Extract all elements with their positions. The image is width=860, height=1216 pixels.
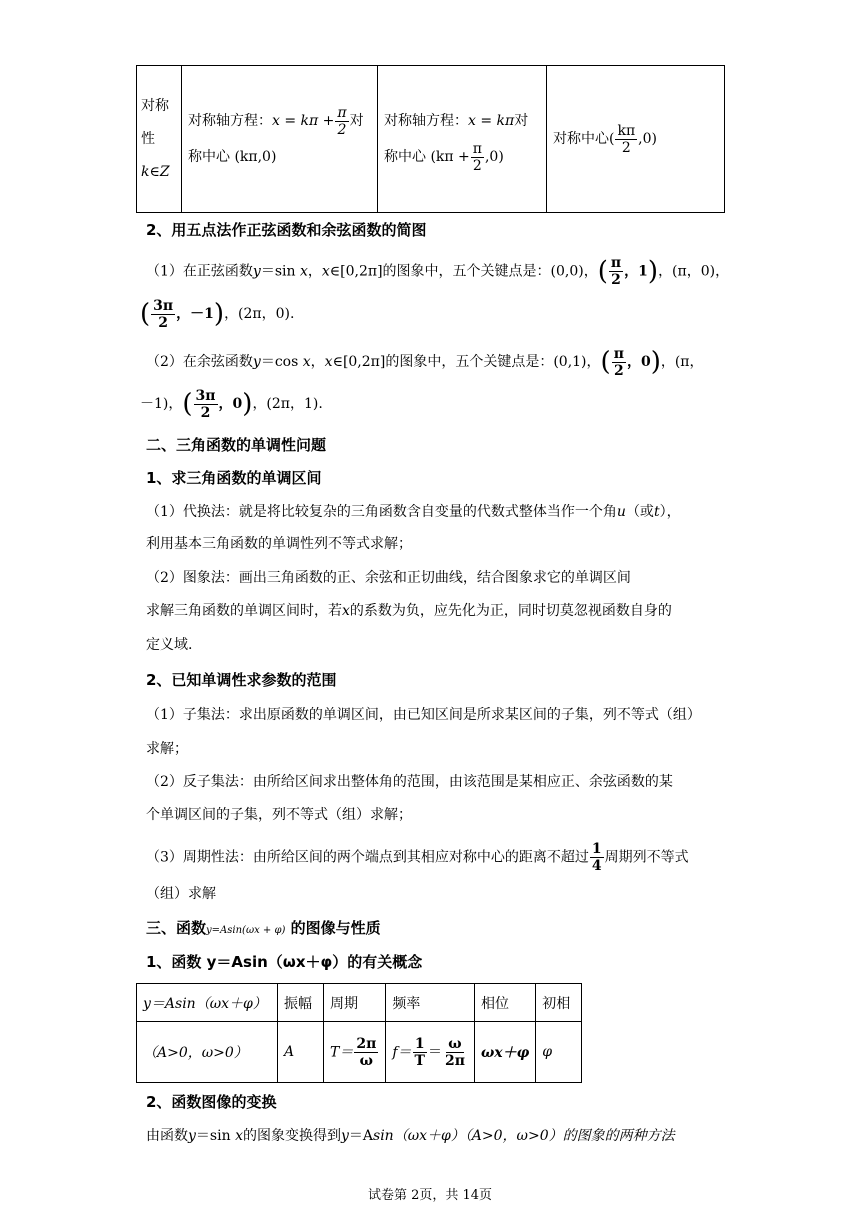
text: 的系数为负，应先化为正，同时切莫忽视函数自身的: [349, 603, 672, 619]
paragraph-line: [146, 1126, 675, 1146]
text: ＝: [427, 1044, 442, 1061]
center-post: ,0): [484, 149, 504, 165]
var: y: [340, 1128, 349, 1144]
header-cell: 周期: [324, 984, 386, 1022]
text: ，(2π，0).: [224, 306, 295, 322]
var: x: [302, 354, 311, 370]
text: ，(2π，1).: [252, 396, 323, 412]
text: T＝: [330, 1044, 354, 1061]
text: 的图像与性质: [290, 919, 381, 937]
header-cell: 初相: [536, 984, 582, 1022]
frac-den: ω: [359, 1052, 374, 1069]
center-label: 称中心: [188, 149, 230, 165]
text: （或: [625, 504, 654, 520]
text: 三、函数: [146, 919, 207, 937]
freq-frac-2: [443, 1037, 467, 1068]
header-cell: y＝Asin（ωx＋φ）: [137, 984, 278, 1022]
text: 求解三角函数的单调区间时，若: [146, 603, 342, 619]
var: y: [252, 263, 261, 280]
paragraph-line: 个单调区间的子集，列不等式（组）求解；: [146, 807, 412, 823]
paragraph-line: （1）子集法：求出原函数的单调区间，由已知区间是所求某区间的子集，列不等式（组）: [146, 707, 701, 723]
period-cell: [324, 1022, 386, 1083]
page-footer: 试卷第 2页，共 14页: [367, 1188, 493, 1203]
frac-den: 2: [613, 362, 624, 379]
section-heading: 2、函数图像的变换: [146, 1093, 277, 1111]
frac-num: 3π: [195, 387, 216, 404]
var: x: [299, 263, 308, 280]
phase-cell: ωx＋φ: [474, 1022, 535, 1083]
center-value: (kπ,0): [234, 149, 277, 165]
center-label: 称中心: [384, 149, 426, 165]
period-frac: [354, 1037, 378, 1068]
frac-num: ω: [448, 1035, 462, 1052]
frac-num: 3π: [153, 297, 174, 314]
frac-num: π: [472, 140, 482, 157]
text: －1)，: [140, 396, 183, 412]
text: ），: [659, 504, 681, 520]
right-paren: ): [650, 347, 661, 377]
var: x: [342, 603, 350, 619]
part-heading: 二、三角函数的单调性问题: [146, 436, 327, 454]
axis-equation: x = kπ: [468, 113, 515, 129]
text: ，(π，: [660, 354, 704, 370]
frac-den: 2: [200, 404, 211, 421]
text: ＝cos: [260, 354, 299, 370]
var: y: [188, 1128, 196, 1144]
axis-equation: x = kπ +: [272, 113, 335, 129]
text: （1）在正弦函数: [146, 263, 253, 280]
axis-label: 对称轴方程：: [384, 113, 468, 129]
text: sin（ωx＋φ）（A>0，ω>0）的图象的两种方法: [373, 1128, 675, 1144]
var: u: [616, 504, 626, 520]
axis-tail: 对: [514, 113, 529, 129]
initial-phase-cell: φ: [536, 1022, 582, 1083]
concept-table: [136, 983, 582, 1083]
text: ＝A: [348, 1128, 374, 1144]
pi-over-2: [335, 106, 348, 137]
left-paren: (: [140, 299, 151, 329]
text: ，(π，0)，: [658, 263, 730, 280]
frac-num: 1: [591, 841, 602, 857]
text: 周期列不等式: [604, 849, 689, 866]
five-point-sin-line-2: ( $\frac{3\pi}{2}$ ，－1)，(2π，0).: [140, 297, 295, 331]
center-pre: (kπ +: [430, 149, 470, 165]
section-heading: 2、用五点法作正弦函数和余弦函数的简图: [146, 221, 427, 239]
point-value: 0: [232, 396, 243, 412]
paragraph-line: [146, 502, 681, 522]
frac-den: 2: [337, 121, 347, 138]
one-quarter: [590, 842, 604, 873]
frac-den: 2: [472, 157, 482, 174]
center-pre: (: [609, 131, 615, 147]
condition-cell: （A>0，ω>0）: [137, 1022, 278, 1083]
frac-num: 1: [414, 1035, 425, 1052]
frac-num: π: [337, 104, 347, 121]
paragraph-line: （组）求解: [146, 886, 216, 902]
left-paren: (: [600, 347, 611, 377]
point-frac: [194, 389, 218, 420]
frac-den: 4: [591, 858, 602, 874]
symmetry-table: [136, 65, 725, 213]
frac-den: T: [414, 1052, 425, 1069]
var: y: [252, 354, 261, 370]
axis-tail: 对: [349, 113, 364, 129]
section-heading: 1、求三角函数的单调区间: [146, 469, 322, 487]
right-paren: ): [242, 389, 253, 419]
text: （3）周期性法：由所给区间的两个端点到其相应对称中心的距离不超过: [146, 849, 589, 866]
five-point-cos-line-2: －1)，( $\frac{3\pi}{2}$ ，0)，(2π，1).: [140, 387, 323, 421]
tan-symmetry-cell: [547, 66, 725, 213]
section-heading: 1、函数 y＝Asin（ωx＋φ）的有关概念: [146, 953, 423, 971]
point-frac: [151, 299, 175, 330]
paragraph-line: [146, 601, 672, 621]
section-heading: 2、已知单调性求参数的范围: [146, 671, 337, 689]
right-paren: ): [213, 299, 225, 329]
row-label-line: 对称: [141, 97, 169, 114]
pi-over-2: [471, 142, 484, 173]
text: （2）在余弦函数: [146, 354, 253, 370]
five-point-cos-line-1: （2）在余弦函数y＝cos x，x∈[0,2π]的图象中，五个关键点是：(0,1)，( $\frac{\pi}{2}$ ，0)，(π，: [146, 345, 704, 379]
header-cell: 相位: [474, 984, 535, 1022]
text: ∈[0,2π]的图象中，五个关键点是：(0,1)，: [332, 354, 601, 370]
symmetry-row-label: [137, 66, 182, 213]
k-pi-over-2: [615, 124, 637, 155]
point-value: －1: [190, 306, 214, 322]
header-cell: 振幅: [278, 984, 324, 1022]
text: ∈[0,2π]的图象中，五个关键点是：(0,0)，: [329, 263, 598, 280]
amplitude-cell: A: [278, 1022, 324, 1083]
point-frac: [609, 256, 623, 287]
left-paren: (: [597, 256, 608, 287]
point-value: 1: [638, 263, 648, 280]
paragraph-line: 求解；: [146, 741, 188, 757]
right-paren: ): [647, 256, 659, 287]
frac-den: 2: [158, 314, 169, 331]
center-label: 对称中心: [553, 131, 609, 147]
freq-frac-1: [413, 1037, 427, 1068]
frac-num: π: [613, 345, 624, 362]
paragraph-line: [146, 842, 689, 873]
frequency-cell: [386, 1022, 475, 1083]
text: ，: [307, 263, 322, 280]
paragraph-line: （2）图象法：画出三角函数的正、余弦和正切曲线，结合图象求它的单调区间: [146, 570, 631, 586]
cos-symmetry-cell: [378, 66, 547, 213]
point-value: 0: [640, 354, 651, 370]
var: x: [324, 354, 333, 370]
frac-den: 2: [611, 272, 621, 288]
part-heading: [146, 918, 381, 941]
text: 的图象变换得到: [242, 1128, 341, 1144]
frac-num: π: [610, 255, 622, 271]
row-label-line: 性: [141, 130, 155, 147]
text: ，: [310, 354, 325, 370]
text: ＝sin: [260, 263, 296, 280]
frac-num: 2π: [356, 1035, 377, 1052]
left-paren: (: [182, 389, 193, 419]
text: ＝sin: [195, 1128, 231, 1144]
five-point-sin-line-1: （1）在正弦函数y＝sin x，x∈[0,2π]的图象中，五个关键点是：(0,0)，( $\frac{\pi}{2}$ ，1)，(π，0)，: [146, 255, 730, 288]
var: t: [653, 504, 660, 520]
sin-symmetry-cell: [182, 66, 378, 213]
frac-den: 2: [621, 139, 631, 156]
axis-label: 对称轴方程：: [188, 113, 272, 129]
point-frac: [612, 347, 626, 378]
paragraph-line: （2）反子集法：由所给区间求出整体角的范围，由该范围是某相应正、余弦函数的某: [146, 774, 673, 790]
formula: y=Asin(ωx + φ): [206, 925, 286, 936]
paragraph-line: 利用基本三角函数的单调性列不等式求解；: [146, 536, 412, 552]
text: （1）代换法：就是将比较复杂的三角函数含自变量的代数式整体当作一个角: [146, 504, 617, 520]
var: x: [235, 1128, 243, 1144]
paragraph-line: 定义域.: [146, 637, 193, 653]
center-post: ,0): [638, 131, 657, 147]
text: f＝: [392, 1044, 412, 1061]
header-cell: 频率: [386, 984, 475, 1022]
frac-den: 2π: [444, 1052, 465, 1069]
text: 由函数: [146, 1128, 188, 1144]
var: x: [321, 263, 330, 280]
frac-num: kπ: [617, 122, 636, 139]
row-label-line: k∈Z: [141, 163, 170, 180]
